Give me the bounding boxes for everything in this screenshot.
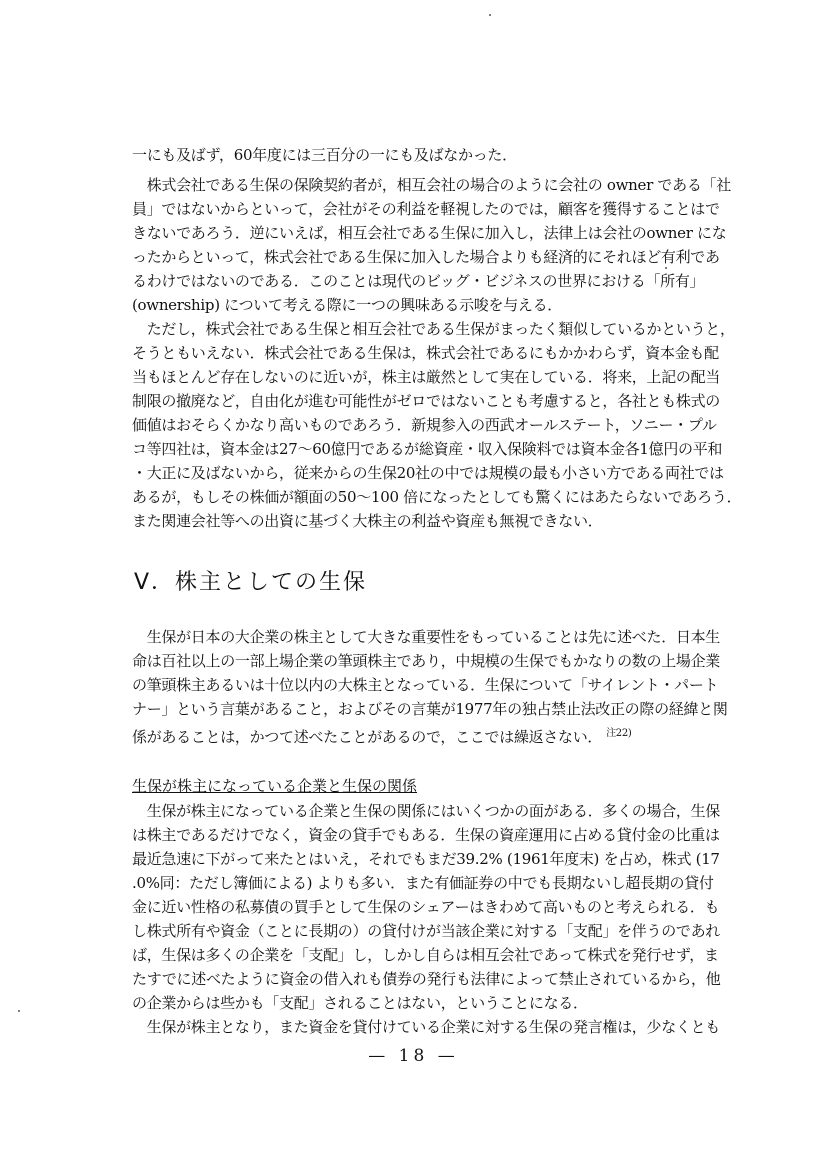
- text-line: コ等四社は，資本金は27〜60億円であるが総資産・収入保険料では資本金各1億円の平和: [132, 440, 723, 458]
- text-line: 最近急速に下がって来たとはいえ，それでもまだ39.2% (1961年度末) を占め，株式 (17: [132, 850, 720, 868]
- text-line: [132, 724, 672, 747]
- text-line: 株式会社である生保の保険契約者が，相互会社の場合のように会社の owner である「社: [132, 176, 731, 194]
- text-line: ナー」という言葉があること，およびその言葉が1977年の独占禁止法改正の際の経緯と関: [132, 700, 728, 718]
- scan-speck: [18, 1010, 20, 1012]
- text-line: 生保が株主となり，また資金を貸付けている企業に対する生保の発言権は，少なくとも: [132, 1018, 721, 1036]
- text-line: 当もほとんど存在しないのに近いが，株主は厳然として実在している．将来，上記の配当: [132, 368, 721, 386]
- text-line: あるが，もしその株価が額面の50〜100 倍になったとしても驚くにはあたらないであろう．: [132, 488, 742, 506]
- text-line: 命は百社以上の一部上場企業の筆頭株主であり，中規模の生保でもかなりの数の上場企業: [132, 652, 721, 670]
- section-heading: Ⅴ．株主としての生保: [134, 570, 368, 595]
- text-line: るわけではないのである．このことは現代のビッグ・ビジネスの世界における「所有」: [132, 272, 705, 290]
- text-line: 生保が日本の大企業の株主として大きな重要性をもっていることは先に述べた．日本生: [132, 628, 721, 646]
- text-line: 一にも及ばず，60年度には三百分の一にも及ばなかった．: [132, 146, 517, 164]
- text-line: 制限の撤廃など，自由化が進む可能性がゼロではないことも考慮すると，各社とも株式の: [132, 392, 721, 410]
- scan-speck: [489, 14, 491, 16]
- text-line: そうともいえない．株式会社である生保は，株式会社であるにもかかわらず，資本金も配: [132, 344, 719, 362]
- text-line: 員」ではないからといって，会社がその利益を軽視したのでは，顧客を獲得することはで: [132, 200, 720, 218]
- text-line: ・大正に及ばないから，従来からの生保20社の中では規模の最も小さい方である両社では: [132, 464, 724, 482]
- text-line: の企業からは些かも「支配」されることはない，ということになる．: [132, 994, 588, 1012]
- text-line: 生保が株主になっている企業と生保の関係にはいくつかの面がある．多くの場合，生保: [132, 802, 721, 820]
- text-line: の筆頭株主あるいは十位以内の大株主となっている．生保について「サイレント・パート: [132, 676, 719, 694]
- page-number: — 18 —: [368, 1046, 459, 1066]
- text-line-content: 係があることは，かつて述べたことがあるので，ここでは繰返さない．: [132, 728, 603, 746]
- subsection-heading: 生保が株主になっている企業と生保の関係: [132, 777, 418, 795]
- scan-speck: [665, 267, 667, 269]
- text-line: (ownership) について考える際に一つの興味ある示唆を与える．: [132, 296, 563, 314]
- text-line: たすでに述べたように資金の借入れも債券の発行も法律によって禁止されているから，他: [132, 970, 721, 988]
- text-line: ただし，株式会社である生保と相互会社である生保がまったく類似しているかというと，: [132, 320, 735, 338]
- text-line: ば，生保は多くの企業を「支配」し，しかし自らは相互会社であって株式を発行せず，ま: [132, 946, 719, 964]
- text-line: ったからといって，株式会社である生保に加入した場合よりも経済的にそれほど有利であ: [132, 248, 720, 266]
- text-line: .0%同：ただし簿価による) よりも多い．また有価証券の中でも長期ないし超長期の貸付: [132, 874, 714, 892]
- text-line: 価値はおそらくかなり高いものであろう．新規参入の西武オールステート，ソニー・プル: [132, 416, 717, 434]
- text-line: は株主であるだけでなく，資金の貸手でもある．生保の資産運用に占める貸付金の比重は: [132, 826, 720, 844]
- footnote-reference: 注22): [606, 728, 632, 739]
- text-line: し株式所有や資金（ことに長期の）の貸付けが当該企業に対する「支配」を伴うのであれ: [132, 922, 721, 940]
- text-line: また関連会社等への出資に基づく大株主の利益や資産も無視できない．: [132, 512, 603, 530]
- text-line: 金に近い性格の私募債の買手として生保のシェアーはきわめて高いものと考えられる．も: [132, 898, 720, 916]
- text-line: きないであろう．逆にいえば，相互会社である生保に加入し，法律上は会社のowner にな: [132, 224, 727, 242]
